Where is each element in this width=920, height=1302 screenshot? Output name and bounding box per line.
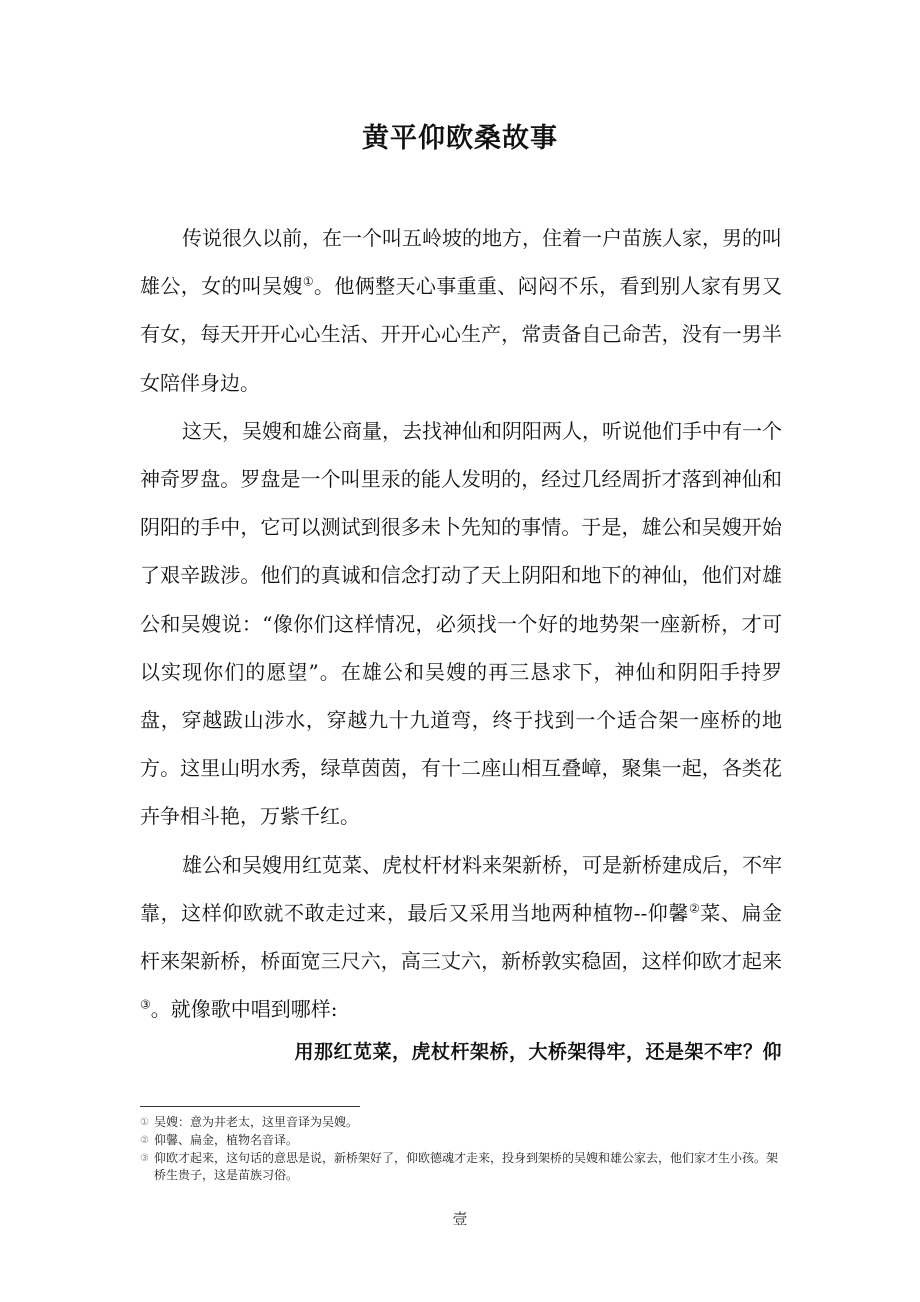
document-title: 黄平仰欧桑故事 [362, 123, 558, 154]
paragraph-text: 。他俩整天心事重重、闷闷不乐，看到别人家有男又有女，每天开开心心生活、开开心心生产，常责备自己命苦，没有一男半女陪伴身边。 [140, 274, 783, 395]
paragraph-text: 这天，吴嫂和雄公商量，去找神仙和阴阳两人，听说他们手中有一个神奇罗盘。罗盘是一个叫里汞的能人发明的，经过几经周折才落到神仙和阴阳的手中，它可以测试到很多未卜先知的事情。于是，雄公和吴嫂开始了艰辛跋涉。他们的真诚和信念打动了天上阴阳和地下的神仙，他们对雄公和吴嫂说：“像你们这样情况，必须找一个好的地势架一座新桥，才可以实现你们的愿望”。在雄公和吴嫂的再三恳求下，神仙和阴阳手持罗盘，穿越跋山涉水，穿越九十九道弯，终于找到一个适合架一座桥的地方。这里山明水秀，绿草茵茵，有十二座山相互叠嶂，聚集一起，各类花卉争相斗艳，万紫千红。 [140, 418, 782, 829]
footnote-2 [140, 1132, 782, 1149]
footnote-divider [140, 1106, 360, 1107]
footnote-ref-3[interactable]: ③ [140, 997, 151, 1012]
paragraph-text: 菜、扁金杆来架新桥，桥面宽三尺六，高三丈六，新桥敦实稳固，这样仰欧才起来 [140, 900, 783, 974]
footnote-1 [140, 1114, 782, 1131]
footnote-mark: ① [140, 1117, 149, 1128]
footnotes [140, 1114, 782, 1185]
paragraph-text: 。就像歌中唱到哪样: [150, 997, 338, 1022]
footnote-text: 仰馨、扁金，植物名音译。 [154, 1133, 299, 1147]
footnote-mark: ② [140, 1135, 149, 1146]
paragraph-3 [140, 841, 782, 1034]
page-number: 壹 [452, 1210, 468, 1228]
paragraph-text: 传说很久以前，在一个叫五岭坡的地方，住着一户苗族人家，男的叫雄公，女的叫吴嫂 [140, 226, 782, 299]
footnote-ref-1[interactable]: ① [302, 274, 315, 289]
paragraph-2 [140, 407, 782, 841]
footnote-3 [140, 1150, 782, 1184]
footnote-text: 仰欧才起来，这句话的意思是说，新桥架好了，仰欧德魂才走来，投身到架桥的吴嫂和雄公家去，他们家才生小孩。架桥生贵子，这是苗族习俗。 [154, 1151, 779, 1182]
footnote-text: 吴嫂：意为井老太，这里音译为吴嫂。 [154, 1115, 359, 1129]
document-body [140, 214, 782, 1033]
paragraph-text: 雄公和吴嫂用红苋菜、虎杖杆材料来架新桥，可是新桥建成后，不牢靠，这样仰欧就不敢走过来，最后又采用当地两种植物--仰馨 [140, 852, 782, 925]
footnote-mark: ③ [140, 1153, 149, 1164]
footnote-ref-2[interactable]: ② [688, 901, 701, 916]
paragraph-1 [140, 214, 782, 407]
song-lyric-line: 用那红苋菜，虎杖杆架桥，大桥架得牢，还是架不牢？仰 [294, 1041, 782, 1063]
